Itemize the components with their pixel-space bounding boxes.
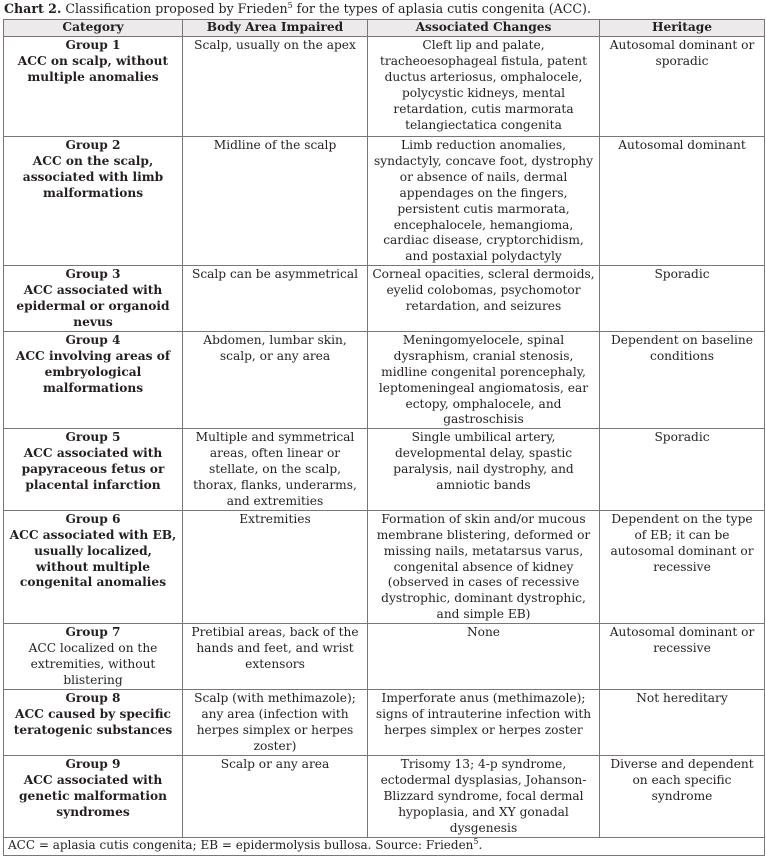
body-area-cell: Scalp can be asymmetrical <box>183 266 368 332</box>
table-caption <box>4 1 591 16</box>
group-label: Group 8 <box>65 691 121 706</box>
header-row <box>4 20 765 37</box>
table-footer <box>4 837 765 855</box>
category-description: ACC associated with epidermal or organoid nevus <box>16 283 170 329</box>
group-label: Group 5 <box>65 430 121 445</box>
footnote <box>4 837 765 855</box>
body-area-cell: Pretibial areas, back of the hands and feet, and wrist extensors <box>183 624 368 690</box>
heritage-cell: Diverse and dependent on each specific syndrome <box>600 756 765 838</box>
category-description: ACC associated with EB, usually localized, without multiple congenital anomalies <box>9 527 177 590</box>
category-description: ACC localized on the extremities, without blistering <box>28 641 158 687</box>
footnote-reference: 5 <box>473 837 479 847</box>
header-associated-changes: Associated Changes <box>368 20 600 37</box>
category-cell <box>4 137 183 266</box>
body-area-cell: Scalp, usually on the apex <box>183 37 368 137</box>
group-label: Group 6 <box>65 511 121 526</box>
category-cell <box>4 690 183 756</box>
associated-changes-cell: Cleft lip and palate, tracheoesophageal fistula, patent ductus arteriosus, omphalocele, polycystic kidneys, mental retardation, cutis marmorata telangiectatica congenita <box>368 37 600 137</box>
category-description: ACC caused by specific teratogenic substances <box>13 707 173 737</box>
associated-changes-cell: None <box>368 624 600 690</box>
category-cell <box>4 510 183 623</box>
table-header <box>4 20 765 37</box>
category-cell <box>4 429 183 511</box>
header-category: Category <box>4 20 183 37</box>
body-area-cell: Multiple and symmetrical areas, often linear or stellate, on the scalp, thorax, flanks, underarms, and extremities <box>183 429 368 511</box>
associated-changes-cell: Limb reduction anomalies, syndactyly, concave foot, dystrophy or absence of nails, dermal appendages on the fingers, persistent cutis marmorata, encephalocele, hemangioma, cardiac disease, cryptorchidism, and postaxial polydactyly <box>368 137 600 266</box>
table-row <box>4 331 765 428</box>
classification-table-wrapper <box>3 19 764 853</box>
table-row <box>4 429 765 511</box>
category-description: ACC associated with papyraceous fetus or placental infarction <box>21 446 165 493</box>
associated-changes-cell: Single umbilical artery, developmental delay, spastic paralysis, nail dystrophy, and amniotic bands <box>368 429 600 511</box>
header-body-area: Body Area Impaired <box>183 20 368 37</box>
group-label: Group 9 <box>65 757 121 772</box>
category-cell <box>4 37 183 137</box>
associated-changes-cell: Formation of skin and/or mucous membrane blistering, deformed or missing nails, metatarsus varus, congenital absence of kidney (observed in cases of recessive dystrophic, dominant dystrophic, and simple EB) <box>368 510 600 623</box>
associated-changes-cell: Imperforate anus (methimazole); signs of intrauterine infection with herpes simplex or herpes zoster <box>368 690 600 756</box>
classification-table <box>3 19 765 856</box>
group-label: Group 3 <box>65 267 121 282</box>
table-body <box>4 37 765 838</box>
group-label: Group 7 <box>65 625 121 640</box>
table-row <box>4 624 765 690</box>
table-row <box>4 137 765 266</box>
footnote-text: ACC = aplasia cutis congenita; EB = epidermolysis bullosa. Source: Frieden <box>8 838 474 853</box>
category-cell <box>4 756 183 838</box>
body-area-cell: Extremities <box>183 510 368 623</box>
heritage-cell: Sporadic <box>600 429 765 511</box>
caption-text-end: for the types of aplasia cutis congenita (ACC). <box>296 1 591 16</box>
group-label: Group 4 <box>65 332 121 347</box>
category-cell <box>4 624 183 690</box>
heritage-cell: Sporadic <box>600 266 765 332</box>
heritage-cell: Not hereditary <box>600 690 765 756</box>
group-label: Group 1 <box>65 38 121 52</box>
body-area-cell: Scalp (with methimazole); any area (infection with herpes simplex or herpes zoster) <box>183 690 368 756</box>
table-row <box>4 37 765 137</box>
caption-text: Classification proposed by Frieden <box>65 1 288 16</box>
caption-label: Chart 2. <box>4 1 62 16</box>
category-description: ACC involving areas of embryological malformations <box>15 348 171 395</box>
footer-row <box>4 837 765 855</box>
body-area-cell: Scalp or any area <box>183 756 368 838</box>
table-row <box>4 266 765 332</box>
category-description: ACC associated with genetic malformation syndromes <box>18 773 168 819</box>
associated-changes-cell: Trisomy 13; 4-p syndrome, ectodermal dysplasias, Johanson-Blizzard syndrome, focal dermal hypoplasia, and XY gonadal dysgenesis <box>368 756 600 838</box>
heritage-cell: Autosomal dominant <box>600 137 765 266</box>
category-description: ACC on the scalp, associated with limb malformations <box>22 153 164 200</box>
heritage-cell: Autosomal dominant or recessive <box>600 624 765 690</box>
caption-reference: 5 <box>287 0 293 10</box>
category-cell <box>4 331 183 428</box>
associated-changes-cell: Meningomyelocele, spinal dysraphism, cranial stenosis, midline congenital porencephaly, leptomeningeal angiomatosis, ear ectopy, omphalocele, and gastroschisis <box>368 331 600 428</box>
table-row <box>4 756 765 838</box>
footnote-end: . <box>478 838 483 853</box>
header-heritage: Heritage <box>600 20 765 37</box>
body-area-cell: Midline of the scalp <box>183 137 368 266</box>
associated-changes-cell: Corneal opacities, scleral dermoids, eyelid colobomas, psychomotor retardation, and seizures <box>368 266 600 332</box>
heritage-cell: Dependent on baseline conditions <box>600 331 765 428</box>
category-cell <box>4 266 183 332</box>
body-area-cell: Abdomen, lumbar skin, scalp, or any area <box>183 331 368 428</box>
category-description: ACC on scalp, without multiple anomalies <box>17 53 169 84</box>
heritage-cell: Dependent on the type of EB; it can be autosomal dominant or recessive <box>600 510 765 623</box>
group-label: Group 2 <box>65 138 121 152</box>
table-row <box>4 690 765 756</box>
heritage-cell: Autosomal dominant or sporadic <box>600 37 765 137</box>
table-row <box>4 510 765 623</box>
